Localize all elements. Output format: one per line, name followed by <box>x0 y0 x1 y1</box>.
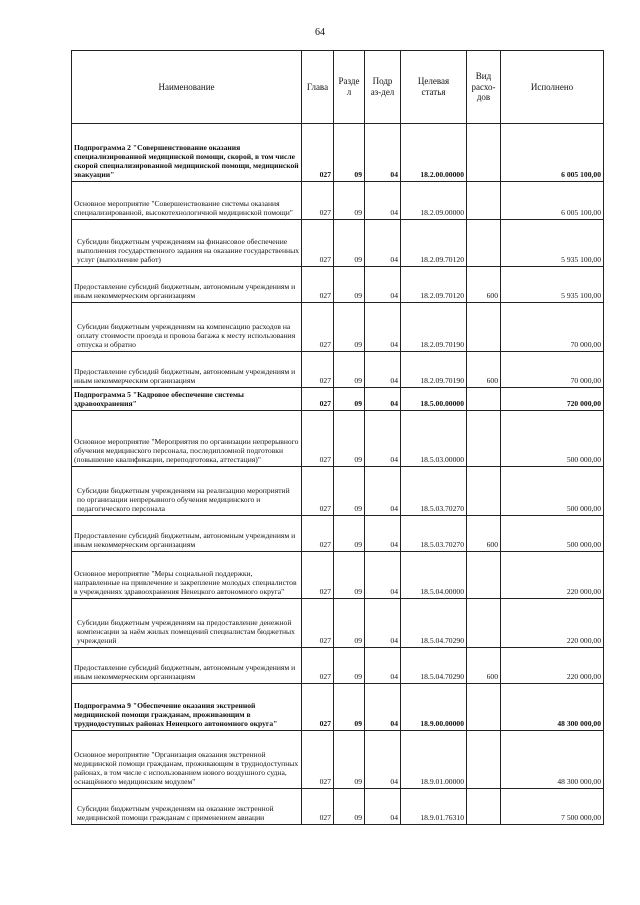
row-podrazdel: 04 <box>365 267 401 303</box>
row-name: Предоставление субсидий бюджетным, автономным учреждениям и иным некоммерческим организациям <box>72 267 302 303</box>
row-podrazdel: 04 <box>365 388 401 411</box>
row-name: Основное мероприятие "Мероприятия по организации непрерывного обучения медицинского персонала, последипломной подготовки (повышение квалификации, переподготовка, аттестация)" <box>72 411 302 467</box>
row-razdel: 09 <box>334 352 365 388</box>
row-razdel: 09 <box>334 220 365 267</box>
row-name: Основное мероприятие "Меры социальной поддержки, направленные на привлечение и закрепление молодых специалистов в учреждениях здравоохранения Ненецкого автономного округа" <box>72 552 302 599</box>
row-name <box>72 220 302 267</box>
row-amount: 7 500 000,00 <box>501 789 604 825</box>
row-razdel: 09 <box>334 388 365 411</box>
header-target: Целевая статья <box>401 51 467 124</box>
row-vid <box>467 789 501 825</box>
row-vid <box>467 220 501 267</box>
row-target: 18.2.00.00000 <box>401 124 467 182</box>
row-podrazdel: 04 <box>365 303 401 352</box>
row-podrazdel: 04 <box>365 220 401 267</box>
row-target: 18.5.04.00000 <box>401 552 467 599</box>
row-name-text: Субсидии бюджетным учреждениям на реализацию мероприятий по организации непрерывного обучения медицинского и педагогического персонала <box>77 485 290 513</box>
row-target: 18.5.00.00000 <box>401 388 467 411</box>
row-vid: 600 <box>467 516 501 552</box>
row-vid: 600 <box>467 648 501 684</box>
row-name-text: Субсидии бюджетным учреждениям на предоставление денежной компенсации за наём жилых помещений специалистам бюджетных учреждений <box>77 617 295 645</box>
row-razdel: 09 <box>334 516 365 552</box>
table-row <box>72 220 604 267</box>
row-vid <box>467 303 501 352</box>
budget-table <box>71 50 604 825</box>
row-name: Подпрограмма 9 "Обеспечение оказания экстренной медицинской помощи гражданам, проживающим в труднодоступных районах Ненецкого автономного округа" <box>72 684 302 731</box>
row-amount: 70 000,00 <box>501 303 604 352</box>
header-glava: Глава <box>302 51 334 124</box>
row-target: 18.5.03.70270 <box>401 516 467 552</box>
row-razdel: 09 <box>334 267 365 303</box>
row-glava: 027 <box>302 599 334 648</box>
row-vid <box>467 467 501 516</box>
row-target: 18.5.04.70290 <box>401 599 467 648</box>
table-row <box>72 352 604 388</box>
row-name: Предоставление субсидий бюджетным, автономным учреждениям и иным некоммерческим организациям <box>72 648 302 684</box>
row-razdel: 09 <box>334 789 365 825</box>
row-vid <box>467 124 501 182</box>
row-vid: 600 <box>467 267 501 303</box>
row-podrazdel: 04 <box>365 516 401 552</box>
row-target: 18.2.09.70190 <box>401 303 467 352</box>
row-podrazdel: 04 <box>365 648 401 684</box>
table-row <box>72 516 604 552</box>
row-razdel: 09 <box>334 182 365 220</box>
row-vid <box>467 599 501 648</box>
row-glava: 027 <box>302 220 334 267</box>
row-podrazdel: 04 <box>365 467 401 516</box>
row-target: 18.9.01.00000 <box>401 731 467 789</box>
row-name: Основное мероприятие "Организация оказания экстренной медицинской помощи гражданам, проживающим в труднодоступных районах, в том числе с использованием нового воздушного судна, оснащённого медицинским модулем" <box>72 731 302 789</box>
row-target: 18.5.03.70270 <box>401 467 467 516</box>
row-name-text: Субсидии бюджетным учреждениям на оказание экстренной медицинской помощи гражданам с применением авиации <box>77 803 274 822</box>
row-amount: 500 000,00 <box>501 411 604 467</box>
row-razdel: 09 <box>334 124 365 182</box>
row-amount: 220 000,00 <box>501 599 604 648</box>
row-name <box>72 303 302 352</box>
row-glava: 027 <box>302 552 334 599</box>
row-razdel: 09 <box>334 303 365 352</box>
row-target: 18.2.09.70120 <box>401 267 467 303</box>
row-glava: 027 <box>302 731 334 789</box>
table-row <box>72 552 604 599</box>
row-target: 18.9.01.76310 <box>401 789 467 825</box>
row-name-text: Субсидии бюджетным учреждениям на финансовое обеспечение выполнения государственного задания на оказание государственных услуг (выполнение работ) <box>77 236 299 264</box>
table-row <box>72 124 604 182</box>
row-glava: 027 <box>302 789 334 825</box>
row-name <box>72 599 302 648</box>
row-razdel: 09 <box>334 552 365 599</box>
header-podrazdel: Подр аз-дел <box>365 51 401 124</box>
row-razdel: 09 <box>334 467 365 516</box>
table-row <box>72 789 604 825</box>
row-vid <box>467 388 501 411</box>
row-amount: 5 935 100,00 <box>501 267 604 303</box>
row-amount: 5 935 100,00 <box>501 220 604 267</box>
row-glava: 027 <box>302 648 334 684</box>
row-razdel: 09 <box>334 731 365 789</box>
row-target: 18.2.09.70190 <box>401 352 467 388</box>
table-row <box>72 303 604 352</box>
row-glava: 027 <box>302 467 334 516</box>
row-podrazdel: 04 <box>365 789 401 825</box>
row-amount: 220 000,00 <box>501 552 604 599</box>
row-glava: 027 <box>302 182 334 220</box>
row-name: Подпрограмма 5 "Кадровое обеспечение системы здравоохранения" <box>72 388 302 411</box>
row-amount: 500 000,00 <box>501 516 604 552</box>
row-amount: 70 000,00 <box>501 352 604 388</box>
row-amount: 48 300 000,00 <box>501 731 604 789</box>
row-podrazdel: 04 <box>365 684 401 731</box>
row-glava: 027 <box>302 267 334 303</box>
table-row <box>72 182 604 220</box>
table-row <box>72 648 604 684</box>
row-glava: 027 <box>302 516 334 552</box>
row-glava: 027 <box>302 352 334 388</box>
row-podrazdel: 04 <box>365 552 401 599</box>
row-podrazdel: 04 <box>365 182 401 220</box>
table-row <box>72 684 604 731</box>
row-glava: 027 <box>302 124 334 182</box>
row-target: 18.2.09.70120 <box>401 220 467 267</box>
row-podrazdel: 04 <box>365 599 401 648</box>
table-row <box>72 599 604 648</box>
row-podrazdel: 04 <box>365 411 401 467</box>
row-razdel: 09 <box>334 411 365 467</box>
row-name: Предоставление субсидий бюджетным, автономным учреждениям и иным некоммерческим организациям <box>72 352 302 388</box>
row-vid: 600 <box>467 352 501 388</box>
row-amount: 720 000,00 <box>501 388 604 411</box>
row-name-text: Субсидии бюджетным учреждениям на компенсацию расходов на оплату стоимости проезда и провоза багажа к месту использования отпуска и обратно <box>77 321 296 349</box>
row-name: Предоставление субсидий бюджетным, автономным учреждениям и иным некоммерческим организациям <box>72 516 302 552</box>
row-amount: 6 005 100,00 <box>501 124 604 182</box>
row-name <box>72 467 302 516</box>
row-target: 18.5.04.70290 <box>401 648 467 684</box>
row-razdel: 09 <box>334 599 365 648</box>
header-name: Наименование <box>72 51 302 124</box>
row-target: 18.5.03.00000 <box>401 411 467 467</box>
row-name: Подпрограмма 2 "Совершенствование оказания специализированной медицинской помощи, скорой, в том числе скорой специализированной медицинской помощи, медицинской эвакуации" <box>72 124 302 182</box>
table-row <box>72 388 604 411</box>
row-name <box>72 789 302 825</box>
row-vid <box>467 411 501 467</box>
table-row <box>72 467 604 516</box>
page-number: 64 <box>315 27 325 38</box>
header-executed: Исполнено <box>501 51 604 124</box>
table-row <box>72 731 604 789</box>
row-razdel: 09 <box>334 684 365 731</box>
row-amount: 220 000,00 <box>501 648 604 684</box>
table-row <box>72 411 604 467</box>
row-glava: 027 <box>302 303 334 352</box>
row-glava: 027 <box>302 411 334 467</box>
row-podrazdel: 04 <box>365 352 401 388</box>
table-header-row <box>72 51 604 124</box>
row-vid <box>467 182 501 220</box>
row-amount: 48 300 000,00 <box>501 684 604 731</box>
row-glava: 027 <box>302 388 334 411</box>
row-target: 18.9.00.00000 <box>401 684 467 731</box>
row-amount: 500 000,00 <box>501 467 604 516</box>
row-vid <box>467 552 501 599</box>
header-razdel: Разде л <box>334 51 365 124</box>
row-amount: 6 005 100,00 <box>501 182 604 220</box>
row-name: Основное мероприятие "Совершенствование системы оказания специализированной, высокотехнологичной медицинской помощи" <box>72 182 302 220</box>
row-vid <box>467 684 501 731</box>
row-target: 18.2.09.00000 <box>401 182 467 220</box>
table-row <box>72 267 604 303</box>
row-podrazdel: 04 <box>365 124 401 182</box>
row-glava: 027 <box>302 684 334 731</box>
row-razdel: 09 <box>334 648 365 684</box>
row-podrazdel: 04 <box>365 731 401 789</box>
row-vid <box>467 731 501 789</box>
header-vid: Вид расхо- дов <box>467 51 501 124</box>
